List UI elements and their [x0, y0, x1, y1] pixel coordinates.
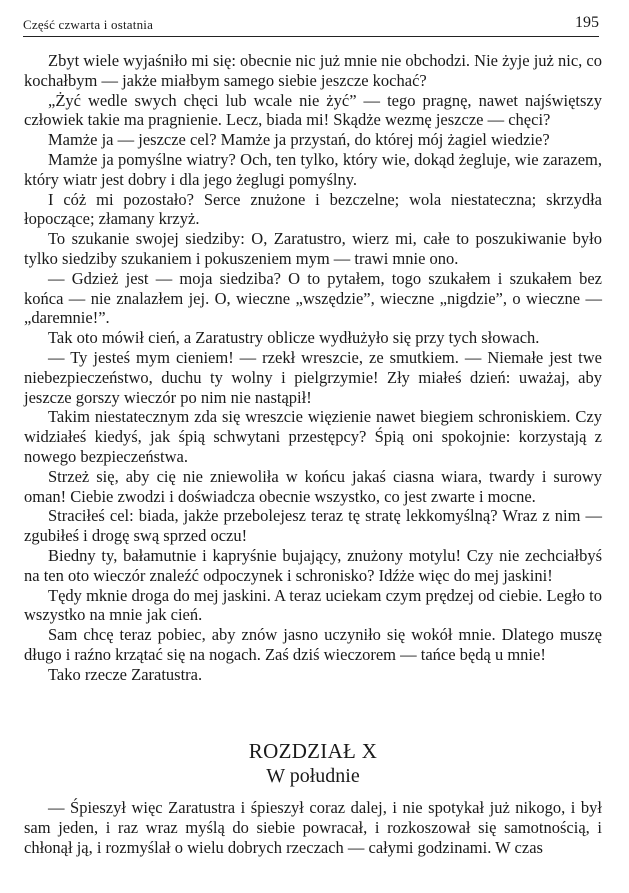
chapter-title: ROZDZIAŁ X: [248, 739, 378, 763]
paragraph: Strzeż się, aby cię nie zniewoliła w końcu jakaś ciasna wiara, twardy i surowy oman! Ciebie zwodzi i doświadcza obecnie wszystko, co jest zwarte i mocne.: [24, 466, 602, 506]
body-text: [24, 51, 602, 685]
running-title: Część czwarta i ostatnia: [23, 17, 154, 32]
paragraph: I cóż mi pozostało? Serce znużone i bezczelne; wola niestateczna; skrzydła łopoczące; złamany krzyż.: [24, 189, 602, 229]
paragraph: Sam chcę teraz pobiec, aby znów jasno uczyniło się wokół mnie. Dlatego muszę długo i raźno krzątać się na nogach. Zaś dziś wieczorem — tańce będą u mnie!: [24, 625, 602, 664]
paragraph: Tędy mknie droga do mej jaskini. A teraz uciekam czym prędzej od ciebie. Legło to wszystko na mnie jak cień.: [24, 585, 602, 625]
paragraph: Tak oto mówił cień, a Zaratustry oblicze wydłużyło się przy tych słowach.: [48, 328, 540, 348]
paragraph: Mamże ja — jeszcze cel? Mamże ja przystań, do której mój żagiel wiedzie?: [48, 130, 550, 150]
page-number: 195: [575, 14, 599, 31]
chapter-subtitle: W południe: [266, 765, 360, 787]
running-header: [23, 14, 599, 37]
paragraph: — Ty jesteś mym cieniem! — rzekł wreszcie, ze smutkiem. — Niemałe jest twe niebezpieczeństwo, duchu ty wolny i pielgrzymie! Zły miałeś dzień: uważaj, aby jeszcze gorszy wieczór po nim nie nastąpił!: [24, 347, 602, 407]
chapter-body-text: [24, 798, 602, 857]
paragraph: Straciłeś cel: biada, jakże przebolejesz teraz tę stratę lekkomyślną? Wraz z nim — zgubiłeś i drogę swą sprzed oczu!: [24, 506, 602, 546]
paragraph: „Żyć wedle swych chęci lub wcale nie żyć” — tego pragnę, nawet najświętszy człowiek takie ma pragnienie. Lecz, biada mi! Skądże wezmę jeszcze — chęci?: [24, 90, 602, 130]
paragraph: Tako rzecze Zaratustra.: [48, 664, 203, 684]
paragraph: Takim niestatecznym zda się wreszcie więzienie nawet biegiem schroniskiem. Czy widziałeś kiedyś, jak śpią schwytani przestępcy? Śpią oni spokojnie: korzystają z nowego bezpieczeństwa.: [24, 407, 602, 466]
paragraph: Biedny ty, bałamutnie i kapryśnie bujający, znużony motylu! Czy nie zechciałbyś na ten oto wieczór znaleźć odpoczynek i schronisko? Idźże więc do mej jaskini!: [24, 545, 602, 585]
paragraph: Zbyt wiele wyjaśniło mi się: obecnie nic już mnie nie obchodzi. Nie żyje już nic, co kochałbym — jakże miałbym samego siebie jeszcze kochać?: [24, 51, 602, 90]
paragraph: To szukanie swojej siedziby: O, Zaratustro, wierz mi, całe to poszukiwanie było tylko siedziby szukaniem i pokuszeniem mym — trawi mnie ono.: [24, 229, 602, 268]
paragraph: — Gdzież jest — moja siedziba? O to pytałem, togo szukałem i szukałem bez końca — nie znalazłem jej. O, wieczne „wszędzie”, wieczne „nigdzie”, o wieczne — „daremnie!”.: [24, 268, 602, 328]
paragraph: Mamże ja pomyślne wiatry? Och, ten tylko, który wie, dokąd żegluje, wie zarazem, który wiatr jest dobry i dla jego żeglugi pomyślny.: [24, 149, 602, 189]
chapter-heading: [24, 738, 602, 788]
paragraph: — Śpieszył więc Zaratustra i śpieszył coraz dalej, i nie spotykał już nikogo, i był sam jeden, i raz wraz myślą do siebie powracał, i rozkoszował się samotnością, i chłonął ją, i rozmyślał o wielu dobrych rzeczach — całymi godzinami. W czas: [24, 798, 602, 857]
